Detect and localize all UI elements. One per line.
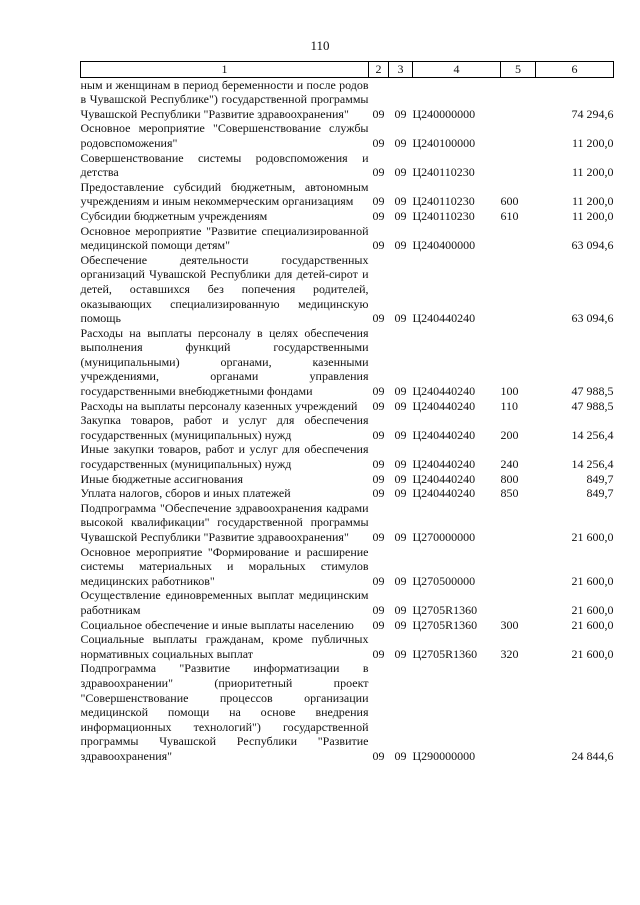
table-row <box>81 253 614 326</box>
row-name: Расходы на выплаты персоналу казенных учреждений <box>80 398 358 413</box>
row-section-code: 09 <box>372 530 385 544</box>
row-target-article: Ц240440240 <box>412 427 476 442</box>
row-subsection-code: 09 <box>394 471 407 486</box>
row-subsection-code: 09 <box>394 573 407 588</box>
table-row <box>81 486 614 501</box>
row-expense-type <box>501 588 536 617</box>
row-expense-type: 100 <box>500 384 519 399</box>
row-expense-type <box>501 501 536 545</box>
column-header-3: 3 <box>389 62 413 78</box>
row-section-code: 09 <box>372 617 385 632</box>
row-subsection-code: 09 <box>394 106 407 121</box>
row-expense-type <box>501 253 536 326</box>
table-row <box>81 151 614 180</box>
row-target-article: Ц2705R1360 <box>412 617 478 632</box>
table-header-row <box>81 62 614 78</box>
table-body <box>81 77 614 763</box>
row-amount: 21 600,0 <box>571 646 614 661</box>
row-name: Основное мероприятие "Формирование и расширение системы материальных и моральных стимулов медицинских работников" <box>80 544 369 588</box>
row-amount: 14 256,4 <box>571 427 614 442</box>
row-name: Основное мероприятие "Развитие специализированной медицинской помощи детям" <box>80 223 369 253</box>
table-row <box>81 326 614 399</box>
row-subsection-code: 09 <box>394 208 407 223</box>
table-row <box>81 413 614 442</box>
row-amount: 21 600,0 <box>571 573 614 588</box>
table-row <box>81 121 614 150</box>
row-expense-type: 320 <box>500 646 519 661</box>
row-expense-type <box>501 151 536 180</box>
row-section-code: 09 <box>372 471 385 486</box>
column-header-4: 4 <box>413 62 501 78</box>
row-expense-type: 610 <box>500 208 519 223</box>
row-expense-type <box>501 545 536 589</box>
row-subsection-code: 09 <box>394 165 407 180</box>
row-section-code: 09 <box>372 106 385 121</box>
row-subsection-code: 09 <box>394 646 407 661</box>
row-name: Иные бюджетные ассигнования <box>80 471 243 486</box>
row-target-article: Ц240110230 <box>412 208 475 223</box>
column-header-2: 2 <box>369 62 389 78</box>
row-amount: 11 200,0 <box>571 135 614 150</box>
row-name: Уплата налогов, сборов и иных платежей <box>80 486 291 501</box>
table-row <box>81 442 614 471</box>
row-expense-type: 600 <box>500 194 519 209</box>
row-target-article: Ц240110230 <box>412 165 475 180</box>
row-target-article: Ц240110230 <box>412 194 475 209</box>
table-row <box>81 472 614 487</box>
table-row <box>81 588 614 617</box>
row-subsection-code: 09 <box>394 602 407 617</box>
row-target-article: Ц240440240 <box>412 311 476 326</box>
row-expense-type: 300 <box>500 617 519 632</box>
row-section-code: 09 <box>372 208 385 223</box>
table-row <box>81 77 614 121</box>
row-amount: 63 094,6 <box>571 238 614 253</box>
row-expense-type: 110 <box>500 398 519 413</box>
row-expense-type: 850 <box>500 486 519 501</box>
row-amount: 11 200,0 <box>571 165 614 180</box>
table-row <box>81 180 614 209</box>
row-subsection-code: 09 <box>394 398 407 413</box>
row-subsection-code: 09 <box>394 311 407 326</box>
column-header-5: 5 <box>501 62 536 78</box>
row-amount: 21 600,0 <box>571 602 614 617</box>
row-name: Обеспечение деятельности государственных организаций Чувашской Республики для детей-сирот и детей, оставшихся без попечения родителей, оказывающих специализированную медицинскую помощь <box>80 252 369 326</box>
row-subsection-code: 09 <box>394 135 407 150</box>
table-row <box>81 545 614 589</box>
budget-table <box>80 61 614 764</box>
column-header-1: 1 <box>81 62 369 78</box>
row-name: Осуществление единовременных выплат медицинским работникам <box>80 588 369 617</box>
row-section-code: 09 <box>372 135 385 150</box>
row-subsection-code: 09 <box>394 530 407 544</box>
row-name: Социальные выплаты гражданам, кроме публичных нормативных социальных выплат <box>80 632 369 661</box>
row-section-code: 09 <box>372 748 385 763</box>
row-name: Подпрограмма "Развитие информатизации в здравоохранении" (приоритетный проект "Совершенствование процессов организации медицинской помощи на основе внедрения информационных технологий") государственной программы Чувашской Республики "Развитие здравоохранения" <box>80 661 369 763</box>
row-name: Иные закупки товаров, работ и услуг для обеспечения государственных (муниципальных) нужд <box>80 442 369 472</box>
table-row <box>81 501 614 545</box>
row-target-article: Ц240440240 <box>412 471 476 486</box>
row-section-code: 09 <box>372 573 385 588</box>
row-expense-type: 800 <box>500 471 519 486</box>
row-subsection-code: 09 <box>394 457 407 472</box>
row-target-article: Ц2705R1360 <box>412 602 478 617</box>
row-amount: 11 200,0 <box>571 194 614 209</box>
row-subsection-code: 09 <box>394 617 407 632</box>
table-row <box>81 618 614 633</box>
row-subsection-code: 09 <box>394 748 407 763</box>
row-section-code: 09 <box>372 311 385 326</box>
row-section-code: 09 <box>372 457 385 472</box>
row-expense-type: 240 <box>500 457 519 472</box>
row-subsection-code: 09 <box>394 238 407 253</box>
table-row <box>81 661 614 763</box>
page-number: 110 <box>310 38 330 53</box>
row-subsection-code: 09 <box>394 486 407 501</box>
row-amount: 21 600,0 <box>571 617 614 632</box>
row-target-article: Ц240440240 <box>412 384 476 399</box>
row-section-code: 09 <box>372 165 385 180</box>
row-expense-type <box>501 121 536 150</box>
row-section-code: 09 <box>372 646 385 661</box>
row-section-code: 09 <box>372 238 385 253</box>
row-amount: 21 600,0 <box>571 530 614 544</box>
row-target-article: Ц270000000 <box>412 530 476 544</box>
table-row <box>81 209 614 224</box>
row-target-article: Ц290000000 <box>412 748 476 763</box>
row-amount: 849,7 <box>586 471 614 486</box>
row-name: Совершенствование системы родовспоможения и детства <box>80 150 369 180</box>
row-subsection-code: 09 <box>394 384 407 399</box>
row-name: ным и женщинам в период беременности и после родов в Чувашской Республике") государственной программы Чувашской Республики "Развитие здравоохранения" <box>80 77 369 121</box>
row-amount: 11 200,0 <box>571 208 614 223</box>
row-expense-type <box>501 224 536 253</box>
row-subsection-code: 09 <box>394 194 407 209</box>
row-amount: 47 988,5 <box>571 384 614 399</box>
row-name: Субсидии бюджетным учреждениям <box>80 208 268 223</box>
row-expense-type <box>501 77 536 121</box>
row-target-article: Ц240100000 <box>412 135 476 150</box>
row-target-article: Ц240440240 <box>412 398 476 413</box>
row-expense-type: 200 <box>500 427 519 442</box>
row-name: Подпрограмма "Обеспечение здравоохранения кадрами высокой квалификации" государственной программы Чувашской Республики "Развитие здравоохранения" <box>80 500 369 544</box>
row-amount: 24 844,6 <box>571 748 614 763</box>
row-amount: 14 256,4 <box>571 457 614 472</box>
row-expense-type <box>501 661 536 763</box>
row-section-code: 09 <box>372 194 385 209</box>
row-name: Основное мероприятие "Совершенствование службы родовспоможения" <box>80 121 369 150</box>
row-section-code: 09 <box>372 398 385 413</box>
row-name: Социальное обеспечение и иные выплаты населению <box>80 617 354 632</box>
row-target-article: Ц270500000 <box>412 573 476 588</box>
row-target-article: Ц240000000 <box>412 106 476 121</box>
row-target-article: Ц2705R1360 <box>412 646 478 661</box>
row-name: Закупка товаров, работ и услуг для обеспечения государственных (муниципальных) нужд <box>80 413 369 442</box>
table-row <box>81 632 614 661</box>
row-amount: 63 094,6 <box>571 311 614 326</box>
table-row <box>81 399 614 414</box>
row-section-code: 09 <box>372 486 385 501</box>
row-amount: 74 294,6 <box>571 106 614 121</box>
row-amount: 849,7 <box>586 486 614 501</box>
row-name: Предоставление субсидий бюджетным, автономным учреждениям и иным некоммерческим организациям <box>80 179 369 209</box>
row-section-code: 09 <box>372 384 385 399</box>
row-section-code: 09 <box>372 427 385 442</box>
table-row <box>81 224 614 253</box>
row-target-article: Ц240440240 <box>412 486 476 501</box>
row-subsection-code: 09 <box>394 427 407 442</box>
row-target-article: Ц240400000 <box>412 238 476 253</box>
row-section-code: 09 <box>372 602 385 617</box>
column-header-6: 6 <box>536 62 614 78</box>
row-name: Расходы на выплаты персоналу в целях обеспечения выполнения функций государственными (муниципальными) органами, казенными учреждениями, органами управления государственными внебюджетными фондами <box>80 325 369 399</box>
row-amount: 47 988,5 <box>571 398 614 413</box>
row-target-article: Ц240440240 <box>412 457 476 472</box>
